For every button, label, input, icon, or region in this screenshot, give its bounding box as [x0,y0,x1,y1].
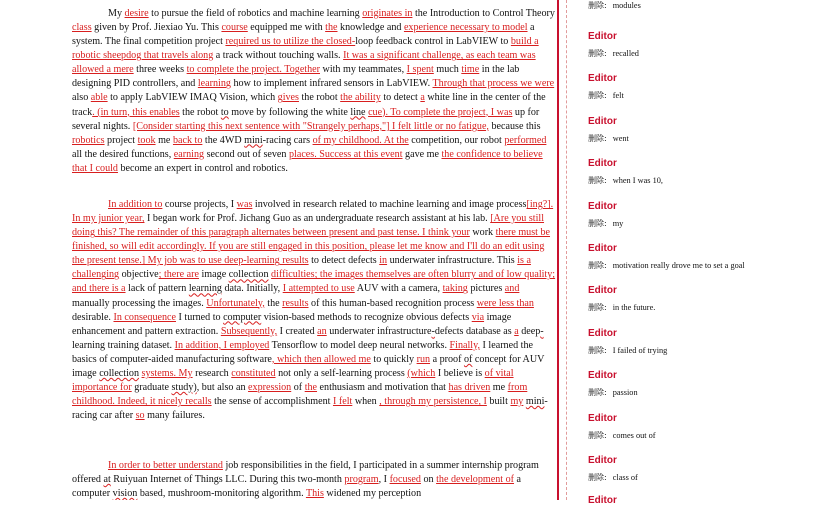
inserted-text: cue). To complete the project, I was [368,106,513,118]
inserted-text: my [510,396,524,408]
inserted-text: I spent [406,64,434,76]
body-text: pictures [467,283,505,295]
inserted-text: class [72,22,92,34]
inserted-text: I felt [332,396,353,408]
body-text: I turned to [175,311,224,323]
body-text: graduate [131,382,172,394]
flagged-text: mini [244,134,263,146]
inserted-text: Subsequently, [220,325,278,337]
body-text: competition, our robot [408,134,505,146]
body-text: concept for AUV image [72,353,545,379]
body-text: I learned the basics of computer-aided manufacturing software [72,339,533,365]
body-text: me [155,134,173,146]
body-text: three weeks [133,64,187,76]
body-text: up for several nights. [72,106,540,132]
comment-author: Editor [588,285,617,296]
inserted-text: In addition, I employed [174,339,270,351]
comment-author: Editor [588,158,617,169]
deleted-text: comes out of [612,431,656,440]
body-text: the sense of accomplishment [211,396,333,408]
inserted-text: so [135,410,145,422]
comment-balloon[interactable] [588,30,828,59]
body-text: to detect defects [308,255,380,267]
comment-body [588,0,828,11]
comment-body [588,472,828,483]
inserted-text: In addition to [108,199,163,210]
flagged-text: study) [171,382,197,394]
comment-body [588,90,828,101]
deleted-text: I failed of trying [612,346,668,355]
inserted-text: in [379,255,388,267]
page-right-border [557,0,559,500]
inserted-text: In consequence [113,311,176,323]
body-text: Tensorflow to model deep neural networks. [269,339,450,351]
body-text: manually processing the images. [72,297,207,309]
body-text: based, mushroom-monitoring algorithm. [137,488,306,500]
body-text: research [192,367,232,379]
inserted-text: via [471,311,485,323]
deleted-text: when I was 10, [612,176,663,185]
delete-tag: 删除: [588,219,607,228]
body-text: me [490,382,508,394]
delete-tag: 删除: [588,176,607,185]
comment-body [588,133,828,144]
delete-tag: 删除: [588,1,607,10]
inserted-text: the confidence to believe that I could [72,148,543,174]
inserted-text: originates in [362,8,413,19]
inserted-text: systems. My [141,367,193,379]
body-text: I believe is [435,367,485,379]
body-text: in the lab designing PID controllers, and [72,64,520,90]
body-text: white line in the center of the track [72,92,546,118]
body-text: enthusiasm and motivation that [317,382,449,394]
inserted-text: , which then allowed me [271,353,371,365]
body-text: a proof [430,353,464,365]
inserted-text: a [420,92,425,104]
body-text: My [108,8,125,19]
comment-balloon[interactable] [588,494,828,507]
flagged-text: at [103,474,111,486]
inserted-text: It was a significant challenge, as each team was allowed a mere [72,50,536,76]
inserted-text: able [90,92,108,104]
body-text: underwater infrastructure. This [387,255,518,267]
comment-balloon[interactable] [588,369,828,398]
inserted-text: course [221,22,248,34]
body-text: image [198,269,229,281]
body-text: deep [518,325,541,337]
inserted-text: . (in turn, this enables [92,106,180,118]
comment-balloon[interactable] [588,0,828,11]
inserted-text: program [344,474,379,486]
inserted-text: , through my persistence, I [379,396,487,408]
body-text: underwater infrastructure [326,325,432,337]
flagged-text: - [540,325,544,337]
comment-author: Editor [588,73,617,84]
paragraph-3[interactable] [72,459,556,500]
body-text: a system. The final competition project [72,22,535,48]
body-text: to quickly [370,353,417,365]
body-text: given by Prof. Jiexiao Yu. This [91,22,222,34]
body-text: widened my perception [323,488,422,500]
body-text: the Introduction to Control Theory [412,8,555,19]
inserted-text: expression [248,382,292,394]
inserted-text: the ability [340,92,381,104]
delete-tag: 删除: [588,134,607,143]
body-text: because this [488,120,541,132]
deleted-text: in the future. [612,303,656,312]
body-text: image enhancement and pattern extraction. [72,311,512,337]
inserted-text: Finally, [449,339,481,351]
markup-sidebar[interactable] [577,0,830,506]
comment-author: Editor [588,370,617,381]
comment-balloon[interactable] [588,412,828,441]
inserted-text: I attempted to use [282,283,355,295]
body-text: not only a self-learning process [275,367,408,379]
body-text: data. Initially, [221,283,283,295]
body-text: of [291,382,305,394]
body-text: on [420,474,437,486]
body-text: to pursue the field of robotics and machine learning [148,8,363,19]
comment-balloon[interactable] [588,157,828,186]
inserted-text: of vital importance for [72,367,514,394]
comment-author: Editor [588,413,617,424]
inserted-text: taking [442,283,468,295]
comment-body [588,387,828,398]
inserted-text: earning [173,148,205,160]
inserted-text: In order to better understand [108,460,223,471]
comment-body [588,345,828,356]
deleted-text: my [612,219,624,228]
flagged-text: collection [228,269,269,281]
body-text: the [264,297,283,309]
comment-body [588,302,828,313]
inserted-text: time [461,64,480,76]
body-text: how to implement infrared sensors in LabVIEW. [230,78,433,90]
body-text: all the desired functions, [72,148,174,160]
inserted-text: back to [172,134,203,146]
delete-tag: 删除: [588,473,607,482]
inserted-text: constituted [231,367,276,379]
body-text: -racing car after [72,396,548,422]
flagged-text: line [350,106,366,118]
comment-body [588,430,828,441]
body-text: lack of pattern [125,283,189,295]
paragraph-1[interactable] [72,7,556,176]
comment-body [588,218,828,229]
inserted-text: desire [124,8,149,19]
body-text: loop feedback control in LabVIEW to [355,36,511,48]
inserted-text: to complete the project. Together [186,64,320,76]
deleted-text: felt [612,91,624,100]
flagged-text: vision [112,488,138,500]
body-text: equipped me with [247,22,326,34]
body-text: the 4WD [202,134,245,146]
body-text: of this human-based recognition process [308,297,477,309]
inserted-text: is a challenging [72,255,531,281]
inserted-text: the [304,382,318,394]
body-text: learning training dataset. [72,339,175,351]
flagged-text: mini [525,396,545,408]
inserted-text: difficulties; the images themselves are often blurry and of low quality; and there is a [72,269,556,295]
body-text: gave me [402,148,442,160]
comment-author: Editor [588,201,617,212]
inserted-text: the development of [436,474,515,486]
flagged-text: - [431,325,435,337]
inserted-text: was [236,199,253,210]
body-text: knowledge and [337,22,404,34]
inserted-text: Through that process we were [432,78,555,90]
inserted-text: required us to utilize the closed- [225,36,356,48]
inserted-text: learning [197,78,231,90]
body-text: I created [277,325,318,337]
body-text: AUV with a camera, [354,283,443,295]
comment-balloon[interactable] [588,115,828,144]
inserted-text: experience necessary to model [403,22,528,34]
deleted-text: recalled [612,49,639,58]
deleted-text: went [612,134,629,143]
comment-balloon[interactable] [588,200,828,229]
body-text: job responsibilities in the field, I participated in a summer internship program offered [72,460,539,486]
deleted-text: class of [612,473,638,482]
body-text: many failures. [144,410,205,422]
body-text: Ruiyuan Internet of Things LLC. During this two-month [110,474,345,486]
inserted-text: places. Success at this event [288,148,403,160]
deleted-text: passion [612,388,638,397]
body-text: work [469,227,496,239]
body-text: the robot [179,106,221,118]
body-text: involved in research related to machine learning and image process [252,199,527,210]
body-text: the robot [298,92,341,104]
delete-tag: 删除: [588,49,607,58]
inserted-text: performed [504,134,547,146]
body-text: a track without touching walls. [213,50,344,62]
body-text: move by following the white [228,106,351,118]
delete-tag: 删除: [588,431,607,440]
comment-author: Editor [588,243,617,254]
inserted-text: results [282,297,309,309]
body-text: much [433,64,462,76]
body-text: , but also an [196,382,249,394]
body-text: also [72,92,91,104]
comment-body [588,260,828,271]
delete-tag: 删除: [588,91,607,100]
comment-balloon[interactable] [588,327,828,356]
deleted-text: motivation really drove me to set a goal [612,261,745,270]
inserted-text: robotics [72,134,105,146]
comment-author: Editor [588,31,617,42]
inserted-text: took [137,134,156,146]
body-text: defects database as [434,325,515,337]
body-text: vision-based methods to recognize obvious defects [261,311,472,323]
inserted-text: Unfortunately, [206,297,265,309]
comment-body [588,175,828,186]
inserted-text: an [317,325,327,337]
comment-body [588,48,828,59]
inserted-text: This [305,488,324,500]
delete-tag: 删除: [588,303,607,312]
comment-balloon[interactable] [588,284,828,313]
inserted-text: gives [277,92,299,104]
inserted-text: build a robotic sheepdog that travels along [72,36,539,62]
comment-author: Editor [588,455,617,466]
delete-tag: 删除: [588,388,607,397]
inserted-text: [Consider starting this next sentence with "Strangely perhaps,"] I felt little or no fatigue, [132,120,489,132]
inserted-text: run [416,353,431,365]
comment-author: Editor [588,116,617,127]
comment-author: Editor [588,495,617,506]
body-text: project [104,134,138,146]
comment-balloon[interactable] [588,242,828,271]
body-text: desirable. [72,311,114,323]
body-text: with my teammates, [320,64,407,76]
deleted-text: modules [612,1,641,10]
delete-tag: 删除: [588,346,607,355]
body-text: objective [119,269,159,281]
body-text: I began work for Prof. Jichang Guo as an undergraduate research assistant at his lab. [144,213,491,225]
inserted-text: of my childhood. At the [312,134,409,146]
flagged-text: learning [188,283,222,295]
body-text: second out of seven [204,148,289,160]
body-text: when [352,396,380,408]
body-text: , I [378,474,390,486]
delete-tag: 删除: [588,261,607,270]
inserted-text: were less than [476,297,534,309]
inserted-text: from childhood. Indeed, it nicely recalls [72,382,528,408]
inserted-text: and [504,283,520,295]
flagged-text: to [220,106,229,118]
body-text: course projects, I [162,199,237,210]
flagged-text: computer [223,311,262,323]
inserted-text: there must be finished, so will edit accordingly. If you are still engaged in this position, please let me know and I'll do an edit using the present tense.] My job was to use deep-learning results [72,227,551,267]
body-text: become an expert in control and robotics. [117,162,288,174]
comment-balloon[interactable] [588,72,828,101]
comment-author: Editor [588,328,617,339]
inserted-text: has driven [448,382,491,394]
body-text: to detect [380,92,421,104]
body-text: -racing cars [262,134,313,146]
inserted-text: focused [389,474,421,486]
comment-balloon[interactable] [588,454,828,483]
inserted-text: ; there are [158,269,199,281]
paragraph-2[interactable] [72,198,556,423]
body-text: to apply LabVIEW IMAQ Vision, which [107,92,278,104]
inserted-text: [Are you still doing this? The remainder of this paragraph alternates between present and past tense. I think your [72,213,545,239]
flagged-text: collection [99,367,139,379]
inserted-text: [ing?]. In my junior year, [72,199,554,225]
body-text: a computer [72,474,522,500]
flagged-text: of [463,353,473,365]
inserted-text: (which [407,367,436,379]
inserted-text: a [514,325,519,337]
body-text: built [486,396,511,408]
inserted-text: the [325,22,338,34]
